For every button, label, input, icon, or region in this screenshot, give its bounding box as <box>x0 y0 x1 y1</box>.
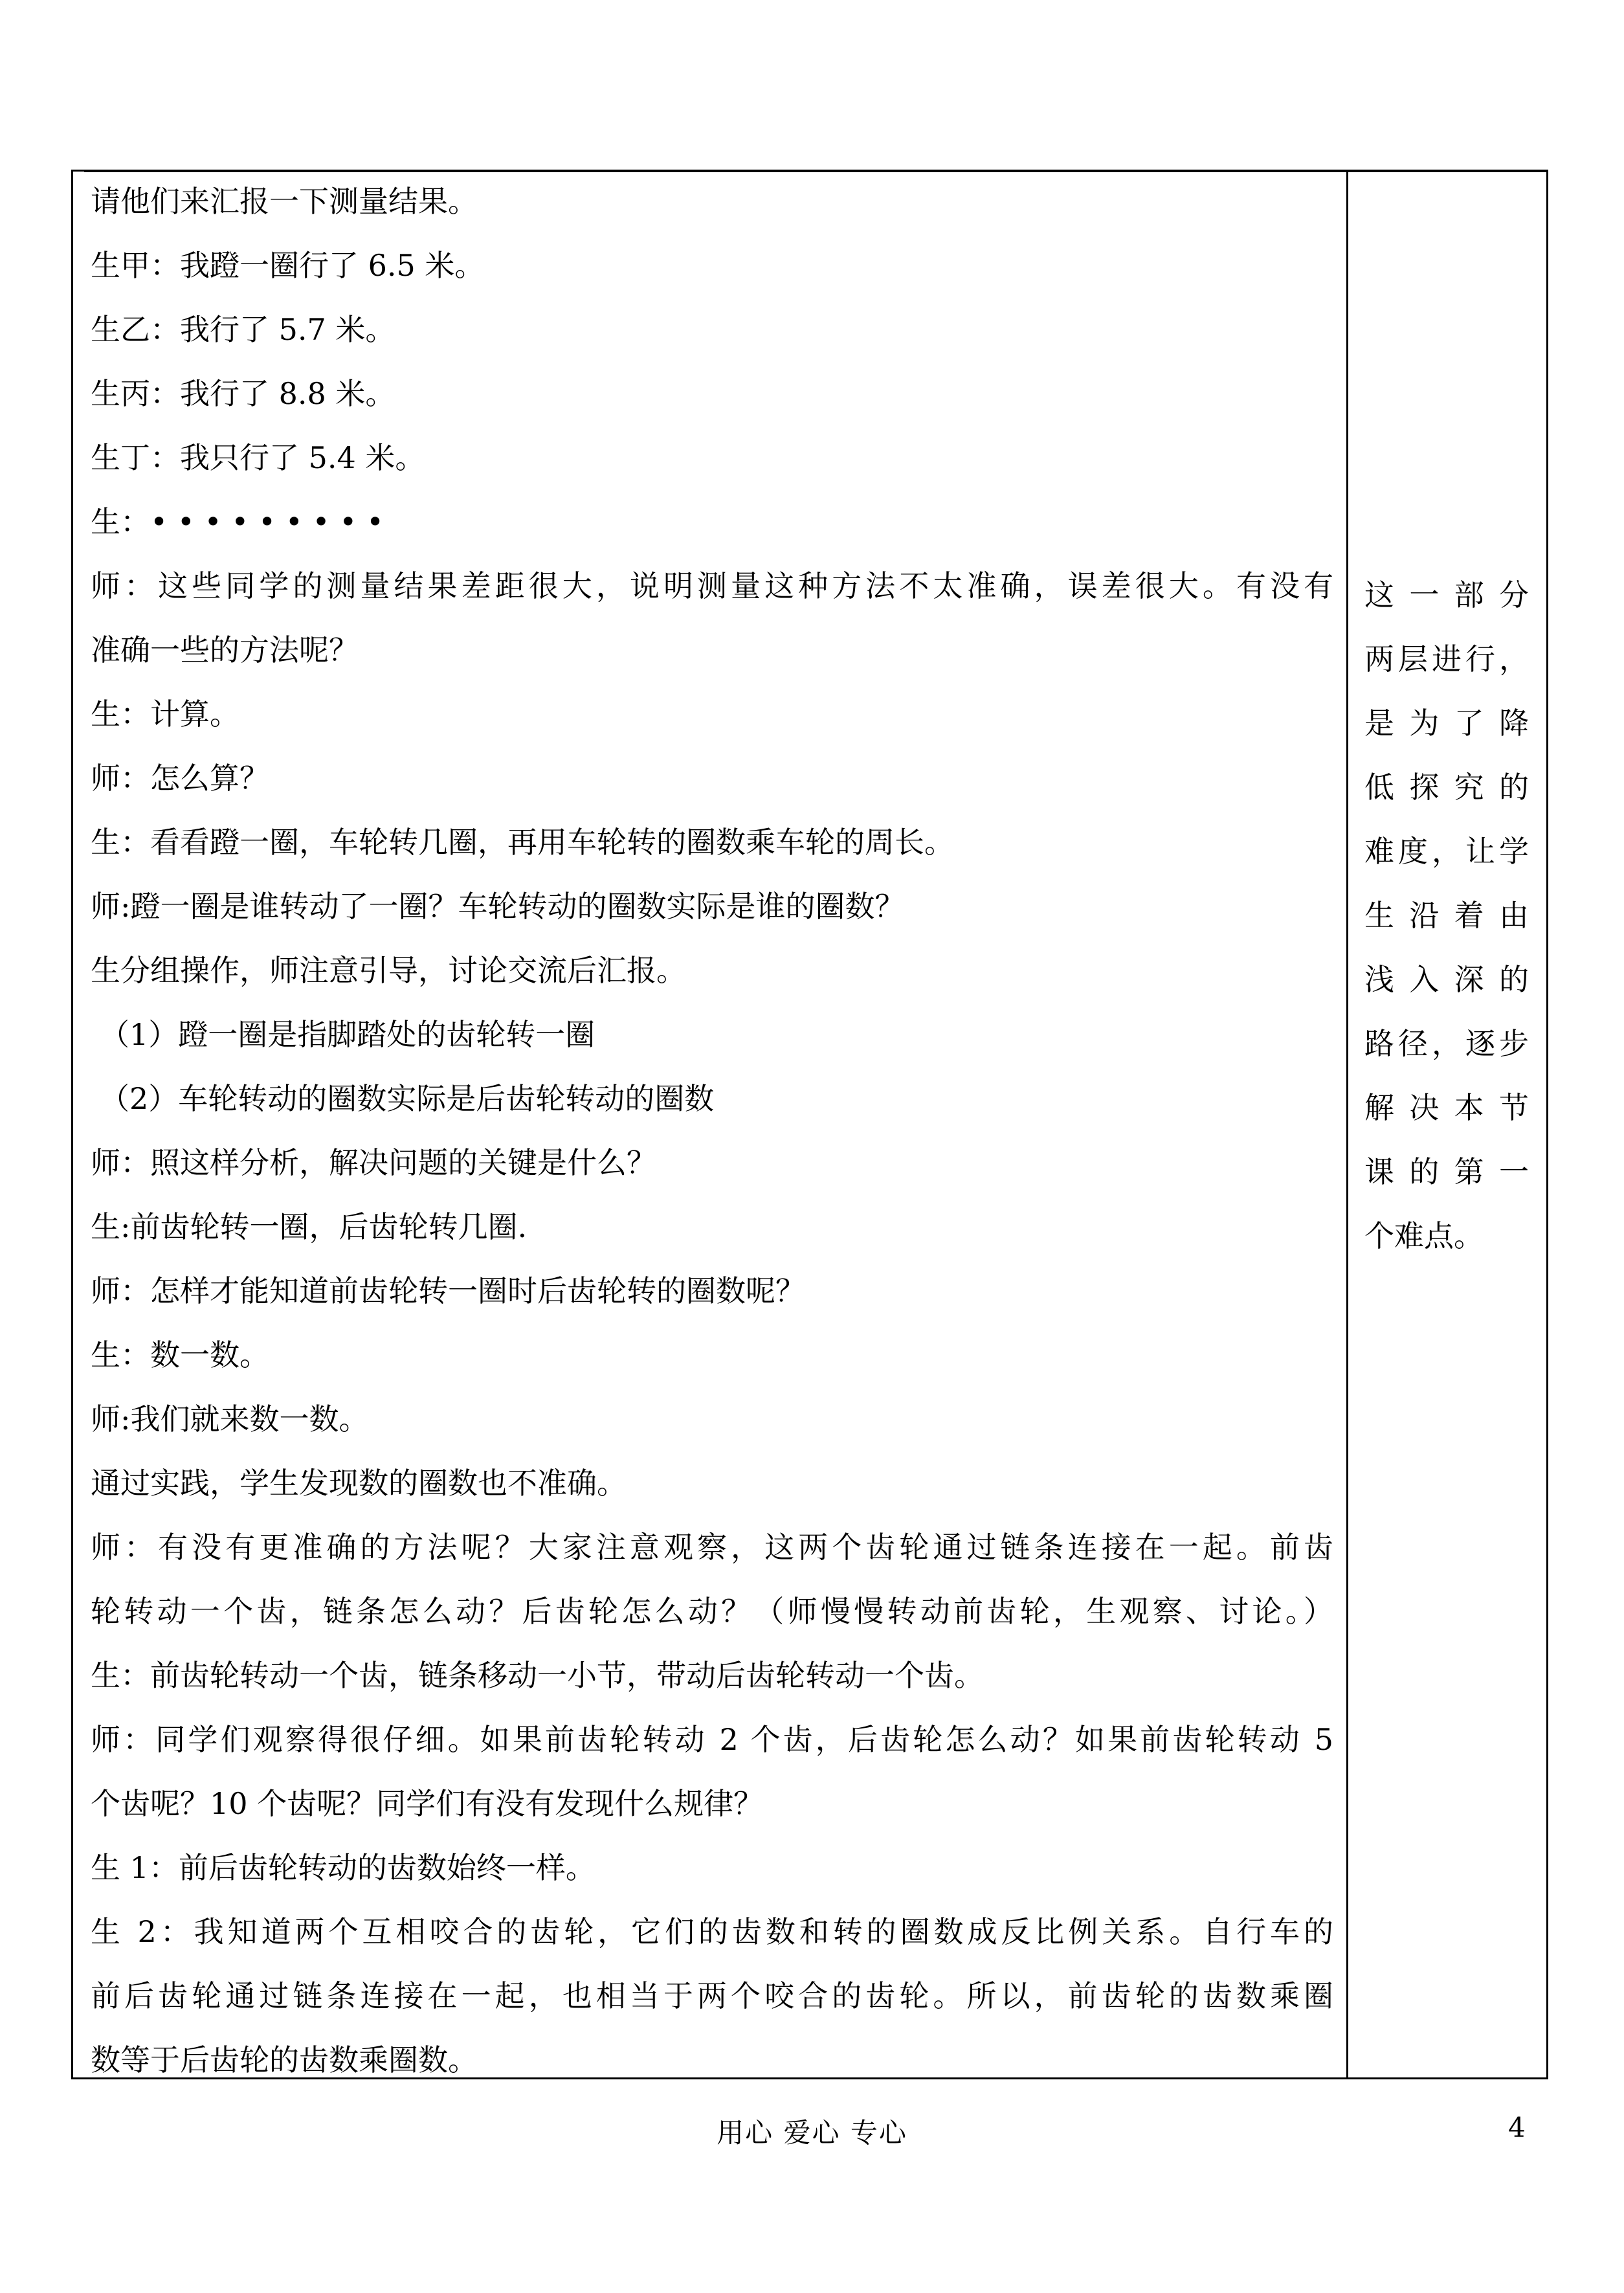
text-line: 生丙：我行了 8.8 米。 <box>91 376 395 411</box>
text-line: 个齿呢？10 个齿呢？同学们有没有发现什么规律？ <box>91 1786 764 1821</box>
text-line: 师：同学们观察得很仔细。如果前齿轮转动 2 个齿，后齿轮怎么动？如果前齿轮转动 5 <box>91 1722 1333 1757</box>
text-line: 生 2：我知道两个互相咬合的齿轮，它们的齿数和转的圈数成反比例关系。自行车的 <box>91 1914 1333 1949</box>
text-line: （2）车轮转动的圈数实际是后齿轮转动的圈数 <box>100 1081 715 1116</box>
text-line: 师：有没有更准确的方法呢？大家注意观察，这两个齿轮通过链条连接在一起。前齿 <box>91 1530 1333 1565</box>
side-note-line: 低探究的 <box>1364 770 1529 805</box>
text-line: 生丁：我只行了 5.4 米。 <box>91 440 425 475</box>
side-note-line: 难度，让学 <box>1364 834 1529 869</box>
side-note-line: 两层进行， <box>1364 642 1529 677</box>
side-note-line: 课的第一 <box>1364 1154 1529 1189</box>
text-line: 生:前齿轮转一圈，后齿轮转几圈. <box>91 1209 528 1244</box>
text-line: 前后齿轮通过链条连接在一起，也相当于两个咬合的齿轮。所以，前齿轮的齿数乘圈 <box>91 1978 1333 2013</box>
side-note-line: 路径，逐步 <box>1364 1026 1529 1061</box>
text-line: 生乙：我行了 5.7 米。 <box>91 312 395 347</box>
text-line: 生：计算。 <box>91 697 239 732</box>
side-note-line: 解决本节 <box>1364 1090 1529 1125</box>
text-line: 师:蹬一圈是谁转动了一圈？车轮转动的圈数实际是谁的圈数？ <box>91 889 905 924</box>
text-line: 通过实践，学生发现数的圈数也不准确。 <box>91 1466 627 1501</box>
side-note-line: 浅入深的 <box>1364 962 1529 997</box>
side-note-line: 个难点。 <box>1364 1218 1484 1253</box>
text-line: （1）蹬一圈是指脚踏处的齿轮转一圈 <box>100 1017 595 1052</box>
text-line: 请他们来汇报一下测量结果。 <box>91 184 478 219</box>
text-line: 轮转动一个齿，链条怎么动？后齿轮怎么动？（师慢慢转动前齿轮，生观察、讨论。） <box>91 1594 1333 1629</box>
text-line: 师:我们就来数一数。 <box>91 1402 369 1437</box>
text-line: 师：这些同学的测量结果差距很大，说明测量这种方法不太准确，误差很大。有没有 <box>91 568 1333 603</box>
text-line: 生 1：前后齿轮转动的齿数始终一样。 <box>91 1850 595 1885</box>
text-line: 数等于后齿轮的齿数乘圈数。 <box>91 2042 478 2077</box>
text-line: 师：怎样才能知道前齿轮转一圈时后齿轮转的圈数呢？ <box>91 1273 805 1308</box>
text-line: 生：数一数。 <box>91 1337 269 1372</box>
side-note-line: 这一部分 <box>1364 577 1529 612</box>
text-line: 生：看看蹬一圈，车轮转几圈，再用车轮转的圈数乘车轮的周长。 <box>91 825 954 860</box>
column-divider <box>1346 170 1348 2079</box>
text-line: 准确一些的方法呢？ <box>91 632 359 667</box>
text-line: 师：照这样分析，解决问题的关键是什么？ <box>91 1145 656 1180</box>
footer-motto: 用心 爱心 专心 <box>717 2117 907 2149</box>
text-line: 生甲：我蹬一圈行了 6.5 米。 <box>91 248 485 283</box>
text-line: 生分组操作，师注意引导，讨论交流后汇报。 <box>91 953 686 988</box>
side-note-line: 是为了降 <box>1364 706 1529 741</box>
text-line: 生：前齿轮转动一个齿，链条移动一小节，带动后齿轮转动一个齿。 <box>91 1658 984 1693</box>
side-note-line: 生沿着由 <box>1364 898 1529 933</box>
design-note-column <box>1364 563 1529 1268</box>
page-number: 4 <box>1508 2112 1526 2143</box>
text-line: 师：怎么算？ <box>91 761 269 796</box>
text-line: 生：• • • • • • • • • <box>91 504 384 539</box>
teaching-process-column <box>91 170 1333 2092</box>
